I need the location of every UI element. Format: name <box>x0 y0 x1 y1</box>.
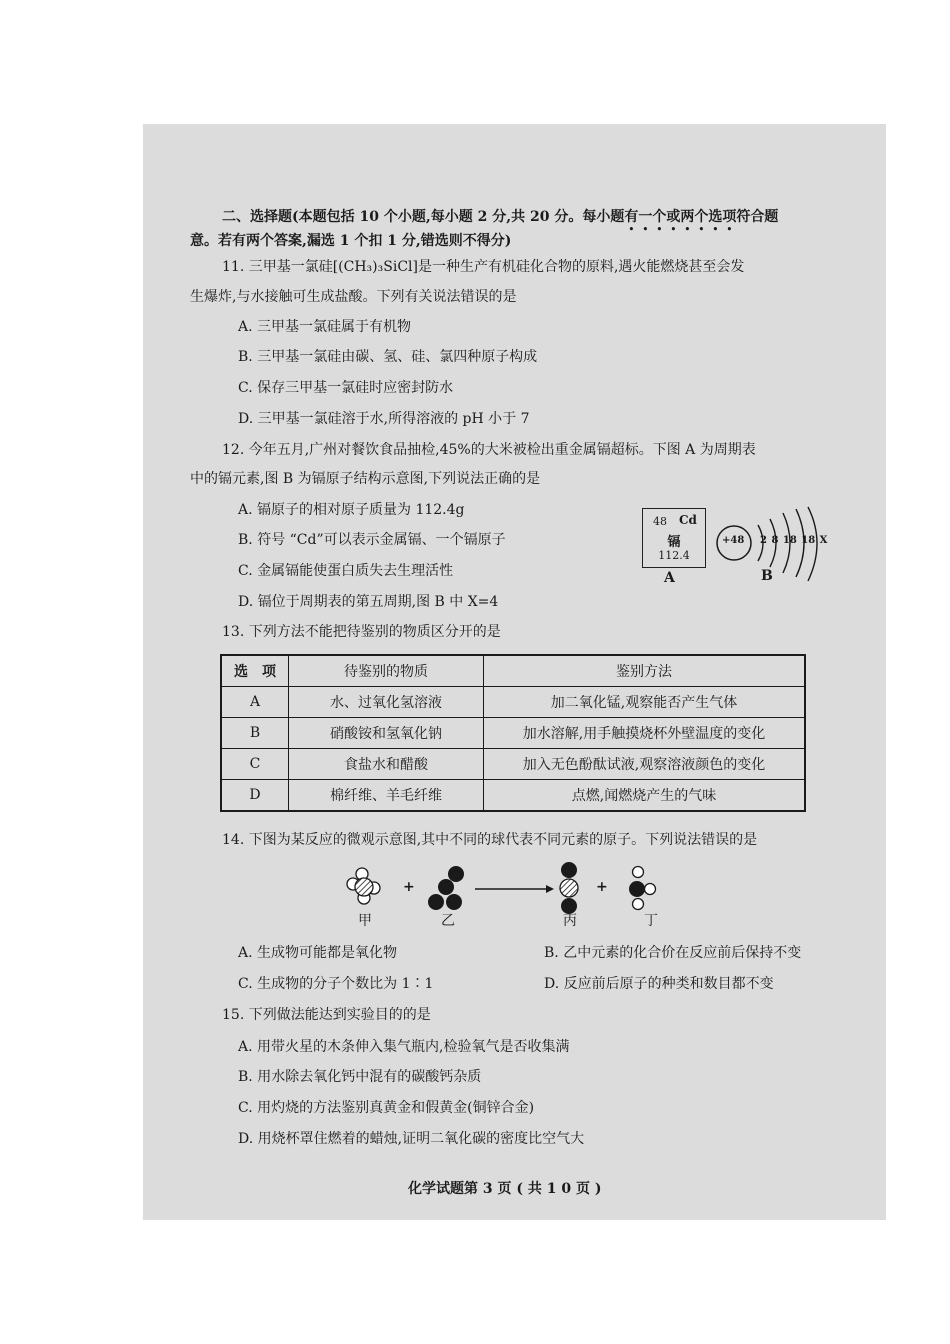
q15-option-c: C. 用灼烧的方法鉴别真黄金和假黄金(铜锌合金) <box>238 1100 535 1116</box>
table-row <box>221 718 805 749</box>
q11-option-a: A. 三甲基一氯硅属于有机物 <box>238 319 412 335</box>
label-yi: 乙 <box>441 913 455 929</box>
table-cell: 食盐水和醋酸 <box>289 749 484 780</box>
element-name: 镉 <box>667 535 681 550</box>
q11-option-c: C. 保存三甲基一氯硅时应密封防水 <box>238 380 454 396</box>
q14-option-d: D. 反应前后原子的种类和数目都不变 <box>544 976 774 992</box>
q13-stem: 13. 下列方法不能把待鉴别的物质区分开的是 <box>222 624 501 640</box>
q14-stem: 14. 下图为某反应的微观示意图,其中不同的球代表不同元素的原子。下列说法错误的是 <box>222 832 758 848</box>
table-cell: 硝酸铵和氢氧化钠 <box>289 718 484 749</box>
section-header-line2: 意。若有两个答案,漏选 1 个扣 1 分,错选则不得分) <box>190 233 512 249</box>
q14-option-b: B. 乙中元素的化合价在反应前后保持不变 <box>544 945 802 961</box>
q14-option-c: C. 生成物的分子个数比为 1∶1 <box>238 976 434 992</box>
q11-option-d: D. 三甲基一氯硅溶于水,所得溶液的 pH 小于 7 <box>238 411 530 427</box>
header-cell: 鉴别方法 <box>484 655 806 687</box>
table-row <box>221 780 805 812</box>
label-bing: 丙 <box>563 913 577 929</box>
q12-option-d: D. 镉位于周期表的第五周期,图 B 中 X=4 <box>238 594 499 610</box>
table-header-row <box>221 655 805 687</box>
emphasis-text: 有一个或两个选项 <box>624 209 737 225</box>
table-row <box>221 687 805 718</box>
molecule-yi <box>428 866 464 910</box>
header-cell: 待鉴别的物质 <box>289 655 484 687</box>
figure-b-label: B <box>761 568 773 584</box>
periodic-table-cell <box>642 508 706 568</box>
table-cell: 水、过氧化氢溶液 <box>289 687 484 718</box>
q12-stem-line1: 12. 今年五月,广州对餐饮食品抽检,45%的大米被检出重金属镉超标。下图 A 为周期表 <box>222 442 756 458</box>
label-jia: 甲 <box>358 913 372 929</box>
table-cell: B <box>221 718 289 749</box>
q15-option-d: D. 用烧杯罩住燃着的蜡烛,证明二氧化碳的密度比空气大 <box>238 1131 585 1147</box>
header-cell: 选 项 <box>221 655 289 687</box>
table-cell: 加二氧化锰,观察能否产生气体 <box>484 687 806 718</box>
q12-option-a: A. 镉原子的相对原子质量为 112.4g <box>238 502 465 518</box>
table-cell: C <box>221 749 289 780</box>
molecule-ding <box>629 867 656 910</box>
atomic-number: 48 <box>653 515 667 528</box>
q12-option-b: B. 符号 “Cd”可以表示金属镉、一个镉原子 <box>238 532 506 548</box>
table-cell: 棉纤维、羊毛纤维 <box>289 780 484 812</box>
table-cell: A <box>221 687 289 718</box>
figure-a-label: A <box>664 570 675 586</box>
plus-sign: + <box>403 879 415 895</box>
q15-stem: 15. 下列做法能达到实验目的的是 <box>222 1007 431 1023</box>
q13-table <box>220 654 806 812</box>
q11-stem-line2: 生爆炸,与水接触可生成盐酸。下列有关说法错误的是 <box>190 289 517 305</box>
q12-option-c: C. 金属镉能使蛋白质失去生理活性 <box>238 563 454 579</box>
plus-sign: + <box>596 879 608 895</box>
table-cell: D <box>221 780 289 812</box>
table-cell: 点燃,闻燃烧产生的气味 <box>484 780 806 812</box>
table-row <box>221 749 805 780</box>
table-cell: 加水溶解,用手触摸烧杯外壁温度的变化 <box>484 718 806 749</box>
arrow-head <box>546 885 554 893</box>
molecule-bing <box>560 862 578 914</box>
q11-stem-line1: 11. 三甲基一氯硅[(CH₃)₃SiCl]是一种生产有机硅化合物的原料,遇火能燃烧甚至会发 <box>222 259 745 275</box>
molecule-jia <box>347 868 380 904</box>
nucleus-charge: +48 <box>722 535 745 546</box>
section-header-line1: 二、选择题(本题包括 10 个小题,每小题 2 分,共 20 分。每小题有一个或两个选项符合题 <box>222 209 779 225</box>
q14-option-a: A. 生成物可能都是氧化物 <box>238 945 398 961</box>
element-symbol: Cd <box>679 513 697 527</box>
reaction-diagram <box>340 860 670 918</box>
q15-option-b: B. 用水除去氧化钙中混有的碳酸钙杂质 <box>238 1069 482 1085</box>
table-cell: 加入无色酚酞试液,观察溶液颜色的变化 <box>484 749 806 780</box>
q15-option-a: A. 用带火星的木条伸入集气瓶内,检验氧气是否收集满 <box>238 1039 570 1055</box>
atomic-mass: 112.4 <box>658 549 690 562</box>
electron-counts: 2 8 18 18 X <box>760 535 828 546</box>
label-ding: 丁 <box>644 913 658 929</box>
page-footer: 化学试题第 3 页 ( 共 1 0 页 ) <box>408 1181 602 1197</box>
q11-option-b: B. 三甲基一氯硅由碳、氢、硅、氯四种原子构成 <box>238 349 538 365</box>
q12-stem-line2: 中的镉元素,图 B 为镉原子结构示意图,下列说法正确的是 <box>190 471 541 487</box>
